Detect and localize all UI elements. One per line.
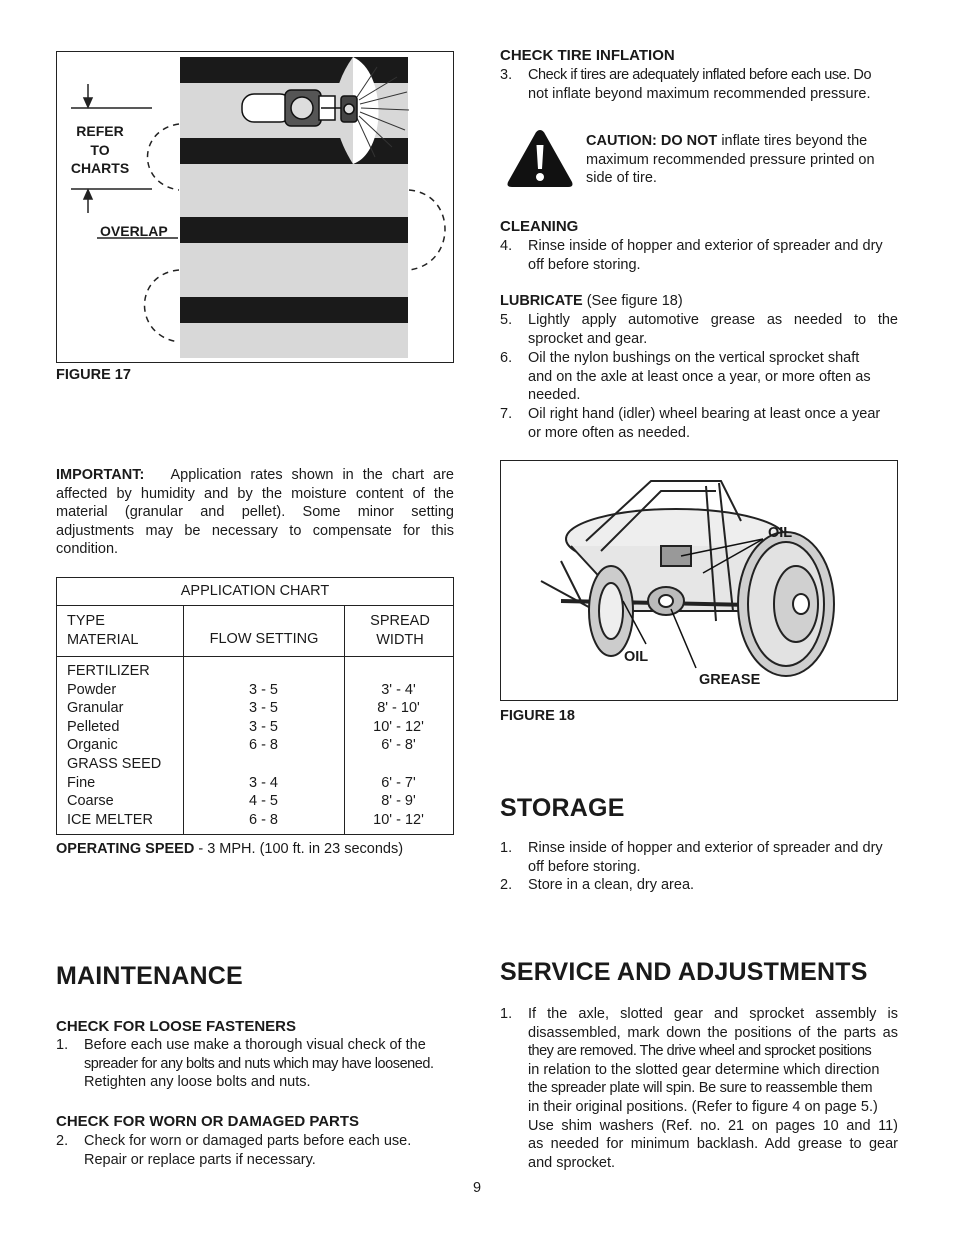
chart-rows bbox=[67, 662, 453, 829]
tire-item-3: 3. Check if tires are adequately inflated before each use. Do not inflate beyond maximum recommended pressure. bbox=[500, 67, 872, 102]
spreader-illustration bbox=[501, 461, 896, 699]
caution-warning-icon bbox=[505, 127, 575, 189]
important-note: IMPORTANT: Application rates shown in the chart are affected by humidity and by the moisture content of the material (granular and pellet). Some minor setting adjustments may be necessary to compensate for this condition. bbox=[56, 467, 454, 558]
figure-18-frame bbox=[500, 460, 898, 701]
worn-parts-heading: CHECK FOR WORN OR DAMAGED PARTS bbox=[56, 1113, 360, 1130]
table-row: ICE MELTER 6 - 8 10' - 12' bbox=[67, 811, 424, 828]
table-row: FERTILIZER bbox=[67, 663, 150, 679]
maintenance-title: MAINTENANCE bbox=[56, 962, 243, 990]
lubricate-item-5: 5. Lightly apply automotive grease as needed to the sprocket and gear. bbox=[500, 312, 898, 347]
page-number: 9 bbox=[472, 1180, 482, 1196]
lubricate-item-6: 6. Oil the nylon bushings on the vertical sprocket shaft and on the axle at least once a year, or more often as needed. bbox=[500, 350, 871, 404]
figure-17-frame bbox=[56, 51, 454, 363]
table-row: Powder 3 - 5 3' - 4' bbox=[67, 681, 416, 698]
col-width-header: SPREAD WIDTH bbox=[370, 613, 430, 648]
service-title: SERVICE AND ADJUSTMENTS bbox=[500, 958, 868, 986]
operating-speed: OPERATING SPEED - 3 MPH. (100 ft. in 23 seconds) bbox=[56, 841, 404, 857]
lawn-pattern-diagram bbox=[57, 52, 452, 361]
lubricate-heading: LUBRICATE (See figure 18) bbox=[500, 293, 683, 309]
application-chart bbox=[56, 577, 454, 835]
figure-17-caption: FIGURE 17 bbox=[56, 367, 131, 383]
table-row: Pelleted 3 - 5 10' - 12' bbox=[67, 718, 424, 735]
table-row: Organic 6 - 8 6' - 8' bbox=[67, 737, 416, 754]
col-flow-header: FLOW SETTING bbox=[209, 631, 319, 647]
table-row: Fine 3 - 4 6' - 7' bbox=[67, 774, 416, 791]
figure-18-caption: FIGURE 18 bbox=[500, 708, 575, 724]
table-row: Coarse 4 - 5 8' - 9' bbox=[67, 793, 416, 810]
chart-title: APPLICATION CHART bbox=[180, 583, 330, 599]
maintenance-item-1: 1. Before each use make a thorough visual check of the spreader for any bolts and nuts which may have loosened. Retighten any loose bolts and nuts. bbox=[56, 1037, 434, 1091]
table-row: Granular 3 - 5 8' - 10' bbox=[67, 700, 420, 717]
storage-title: STORAGE bbox=[500, 794, 625, 822]
tire-inflation-heading: CHECK TIRE INFLATION bbox=[500, 47, 675, 64]
loose-fasteners-heading: CHECK FOR LOOSE FASTENERS bbox=[56, 1018, 297, 1035]
lubricate-item-7: 7. Oil right hand (idler) wheel bearing at least once a year or more often as needed. bbox=[500, 406, 881, 441]
maintenance-item-2: 2. Check for worn or damaged parts before each use. Repair or replace parts if necessary. bbox=[56, 1133, 412, 1168]
overlap-label: OVERLAP bbox=[100, 223, 168, 239]
caution-text: CAUTION: DO NOT inflate tires beyond the maximum recommended pressure printed on side of tire. bbox=[586, 133, 875, 187]
storage-item-1: 1. Rinse inside of hopper and exterior of spreader and dry off before storing. bbox=[500, 840, 883, 875]
storage-item-2: 2. Store in a clean, dry area. bbox=[500, 877, 695, 893]
refer-to-charts-label: REFER TO CHARTS bbox=[70, 123, 130, 177]
service-item-1: 1. If the axle, slotted gear and sprocket assembly is disassembled, mark down the positions of the parts as they are removed. The drive wheel and sprocket positions in relation to the slotted gear determine which direction the spreader plate will spin. Be sure to reassemble them in their original positions. (Refer to figure 4 on page 5.) Use shim washers (Ref. no. 21 on pages 10 and 11) as needed for minimum backlash. Add grease to gear and sprocket. bbox=[500, 1006, 898, 1171]
oil-label-top: OIL bbox=[768, 525, 793, 541]
grease-label: GREASE bbox=[699, 672, 761, 688]
oil-label-bottom: OIL bbox=[624, 649, 649, 665]
col-type-header: TYPE MATERIAL bbox=[67, 613, 139, 648]
cleaning-item-4: 4. Rinse inside of hopper and exterior of spreader and dry off before storing. bbox=[500, 238, 883, 273]
cleaning-heading: CLEANING bbox=[500, 218, 579, 235]
table-row: GRASS SEED bbox=[67, 755, 162, 772]
